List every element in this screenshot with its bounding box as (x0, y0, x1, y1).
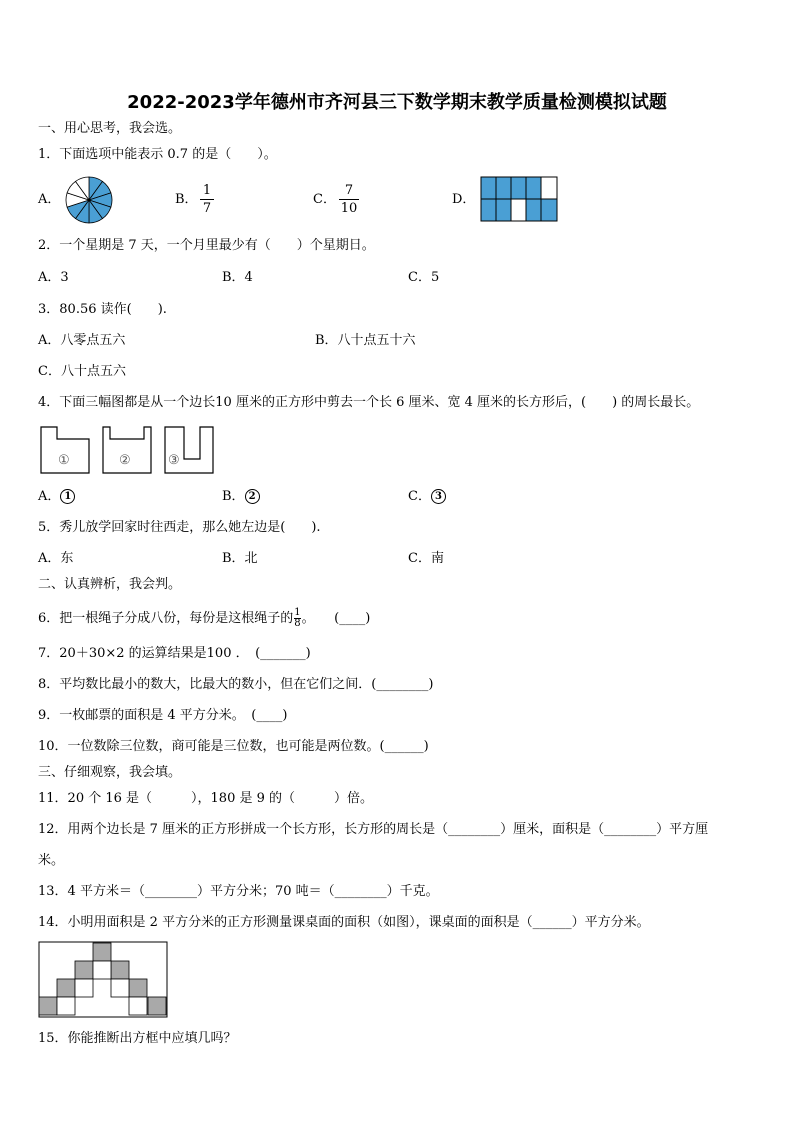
measure-square (148, 997, 166, 1015)
q5-option-a: A．东 (38, 551, 74, 566)
q4-shape-1-label: ① (58, 453, 70, 468)
q12-text-line1: 12．用两个边长是 7 厘米的正方形拼成一个长方形，长方形的周长是（________）厘米，面积是（________）平方厘 (38, 822, 709, 837)
section-3-heading: 三、仔细观察，我会填。 (38, 765, 182, 780)
q11-text: 11．20 个 16 是（ ），180 是 9 的（ ）倍。 (38, 791, 374, 806)
measure-square (75, 961, 93, 979)
q1-option-d-label: D． (452, 192, 476, 207)
q10-text: 10．一位数除三位数，商可能是三位数，也可能是两位数。(______) (38, 739, 429, 754)
q1-fraction-b (200, 183, 214, 216)
q1-option-b-label: B． (175, 192, 198, 207)
q3-text: 3．80.56 读作( ). (38, 302, 167, 317)
q2-option-a: A．3 (38, 270, 69, 285)
section-2-heading: 二、认真辨析，我会判。 (38, 577, 182, 592)
q3-option-c: C．八十点五六 (38, 364, 126, 379)
page-title: 2022-2023学年德州市齐河县三下数学期末教学质量检测模拟试题 (127, 92, 667, 113)
circled-number-3: 3 (431, 489, 446, 504)
measure-square (93, 943, 111, 961)
outline-square (129, 997, 147, 1015)
q6-text-suffix: 。 (____) (301, 611, 371, 626)
q13-text: 13．4 平方米＝（________）平方分米；70 吨＝（________）千克。 (38, 884, 439, 899)
q1-fraction-c-numerator: 7 (344, 183, 354, 198)
q1-option-a-label: A． (38, 192, 61, 207)
q6-text (38, 608, 370, 629)
section-1-heading: 一、用心思考，我会选。 (38, 121, 182, 136)
q4-text: 4．下面三幅图都是从一个边长10 厘米的正方形中剪去一个长 6 厘米、宽 4 厘米的长方形后，( ) 的周长最长。 (38, 395, 700, 410)
q4-option-a-label: A． (38, 489, 61, 504)
q14-text: 14．小明用面积是 2 平方分米的正方形测量课桌面的面积（如图），课桌面的面积是（______）平方分米。 (38, 915, 650, 930)
q4-option-a (38, 489, 75, 505)
outline-square (111, 979, 129, 997)
q3-option-b: B．八十点五十六 (315, 333, 416, 348)
q2-text: 2．一个星期是 7 天，一个月里最少有（ ）个星期日。 (38, 238, 375, 253)
measure-square (111, 961, 129, 979)
q8-text: 8．平均数比最小的数大，比最大的数小，但在它们之间．(________) (38, 677, 434, 692)
q12-text-line2: 米。 (38, 853, 65, 868)
q15-text: 15．你能推断出方框中应填几吗？ (38, 1031, 237, 1046)
q1-fraction-c-denominator: 10 (340, 201, 358, 216)
q4-option-b (222, 489, 260, 505)
q1-option-c-label: C． (313, 192, 336, 207)
measure-square (57, 979, 75, 997)
q4-option-b-label: B． (222, 489, 245, 504)
q1-pie-figure (64, 175, 114, 225)
q6-text-prefix: 6．把一根绳子分成八份，每份是这根绳子的 (38, 611, 294, 626)
q4-option-c (408, 489, 446, 505)
q1-text: 1．下面选项中能表示 0.7 的是（ ）。 (38, 147, 277, 162)
circled-number-1: 1 (60, 489, 75, 504)
q6-fraction-numerator: 1 (294, 607, 301, 618)
q2-option-c: C．5 (408, 270, 440, 285)
q1-fraction-b-denominator: 7 (202, 201, 212, 216)
q14-desk-figure (38, 941, 168, 1018)
outline-square (75, 979, 93, 997)
q7-text: 7．20＋30×2 的运算结果是100 ． (_______) (38, 646, 311, 661)
q1-fraction-b-numerator: 1 (202, 183, 212, 198)
q9-text: 9．一枚邮票的面积是 4 平方分米。 (____) (38, 708, 288, 723)
q6-fraction (294, 608, 300, 629)
q5-option-b: B．北 (222, 551, 258, 566)
measure-square (39, 997, 57, 1015)
q1-grid-figure (480, 176, 558, 222)
q1-fraction-c (339, 183, 359, 216)
q4-shape-2-label: ② (119, 453, 131, 468)
q5-option-c: C．南 (408, 551, 444, 566)
outline-square (93, 961, 111, 979)
q6-fraction-denominator: 8 (294, 618, 301, 629)
q4-option-c-label: C． (408, 489, 431, 504)
outline-square (57, 997, 75, 1015)
measure-square (129, 979, 147, 997)
q4-shape-3-label: ③ (168, 453, 180, 468)
q2-option-b: B．4 (222, 270, 253, 285)
circled-number-2: 2 (245, 489, 260, 504)
q3-option-a: A．八零点五六 (38, 333, 126, 348)
q5-text: 5．秀儿放学回家时往西走，那么她左边是( ). (38, 520, 321, 535)
